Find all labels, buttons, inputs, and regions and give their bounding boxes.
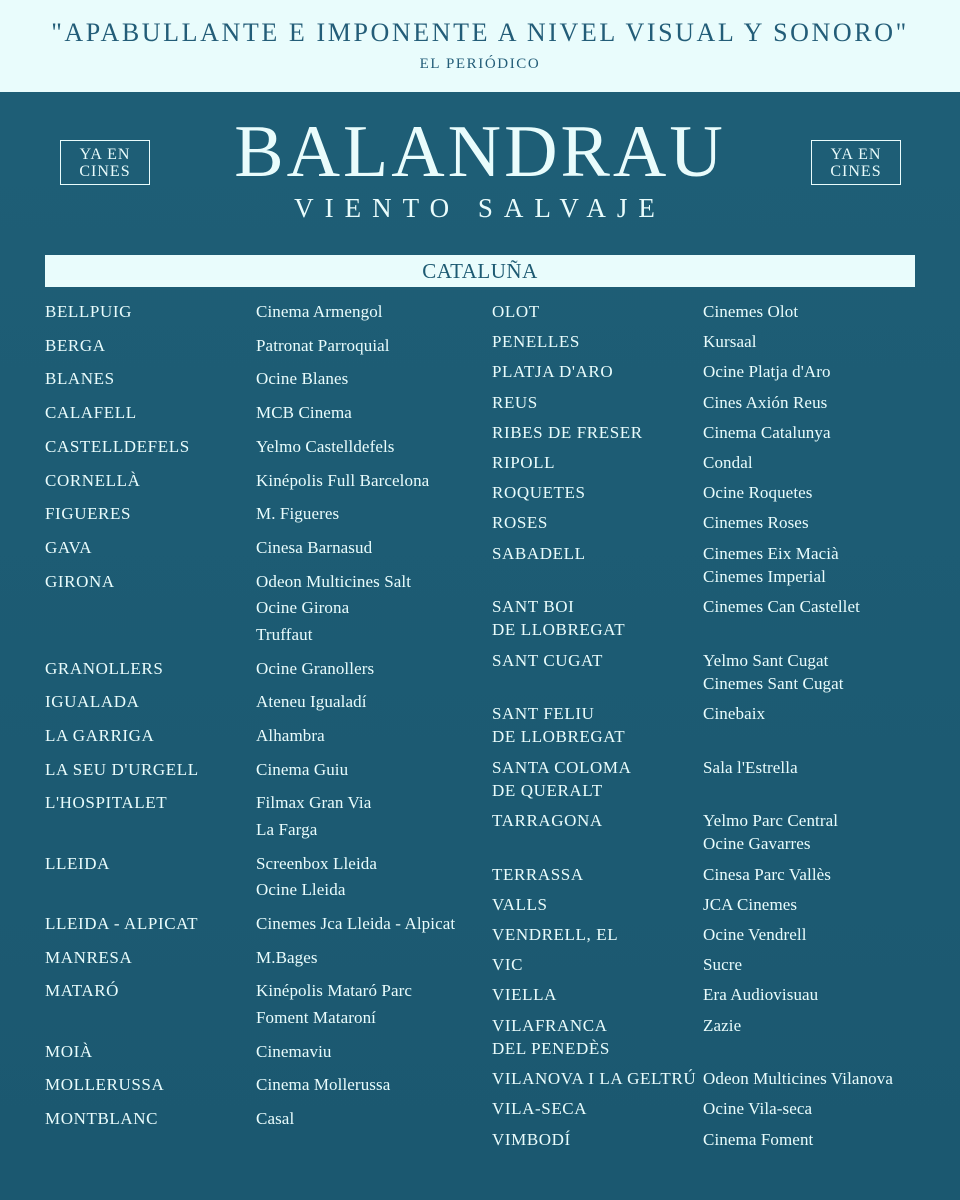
- city-line: SABADELL: [492, 543, 586, 563]
- badge-line2: CINES: [830, 163, 882, 180]
- cinema-name: Patronat Parroquial: [256, 335, 390, 355]
- city-line: PENELLES: [492, 332, 580, 352]
- city-name: [492, 595, 625, 641]
- cinema-name: Kursaal: [703, 332, 757, 352]
- city-name: [45, 536, 92, 559]
- cinema-name: Sala l'Estrella: [703, 757, 798, 777]
- city-line: ROSES: [492, 513, 548, 533]
- city-name: [45, 469, 140, 492]
- city-name: [492, 1097, 587, 1120]
- city-name: [492, 702, 625, 748]
- cinema-name: JCA Cinemes: [703, 894, 798, 914]
- cinema-name: Filmax Gran Via: [256, 793, 372, 813]
- cinema-name: Yelmo Castelldefels: [256, 436, 395, 456]
- city-line: TARRAGONA: [492, 811, 603, 831]
- cinema-name: Cinemes Roses: [703, 513, 809, 533]
- city-line: VIMBODÍ: [492, 1129, 571, 1149]
- city-name: [492, 863, 584, 886]
- film-title: BALANDRAU: [234, 111, 726, 193]
- cinema-name: Zazie: [703, 1015, 742, 1035]
- city-line: SANT FELIU: [492, 704, 595, 724]
- cinema-name: Ocine Girona: [256, 598, 350, 618]
- city-line: BERGA: [45, 335, 106, 355]
- cinema-name: Era Audiovisuau: [703, 985, 819, 1005]
- city-line: DEL PENEDÈS: [492, 1038, 610, 1058]
- cinema-name: M. Figueres: [256, 504, 340, 524]
- city-line: CORNELLÀ: [45, 470, 141, 490]
- cinema-name: MCB Cinema: [256, 403, 352, 423]
- city-line: VALLS: [492, 894, 548, 914]
- city-name: [492, 1067, 696, 1090]
- city-line: VILANOVA I LA GELTRÚ: [492, 1069, 697, 1089]
- city-name: [45, 979, 119, 1002]
- cinema-name: Cinema Foment: [703, 1129, 814, 1149]
- city-name: [492, 391, 538, 414]
- city-line: ROQUETES: [492, 483, 586, 503]
- city-name: [45, 852, 110, 875]
- press-quote-band: [0, 0, 960, 92]
- cinema-name: Cinema Catalunya: [703, 422, 831, 442]
- cinema-name: La Farga: [256, 820, 318, 839]
- city-name: [45, 401, 137, 424]
- city-line: MOLLERUSSA: [45, 1075, 165, 1095]
- city-line: DE LLOBREGAT: [492, 727, 626, 747]
- city-line: FIGUERES: [45, 504, 132, 524]
- cinema-name: Cinema Guiu: [256, 759, 349, 779]
- cinema-name: Ocine Lleida: [256, 880, 346, 900]
- city-name: [45, 791, 167, 814]
- city-line: LA GARRIGA: [45, 725, 155, 745]
- city-name: [45, 570, 115, 593]
- city-line: GRANOLLERS: [45, 658, 164, 678]
- city-name: [45, 657, 163, 680]
- city-line: LLEIDA: [45, 853, 110, 873]
- city-line: BELLPUIG: [45, 302, 132, 321]
- cinema-name: Condal: [703, 453, 753, 472]
- press-quote: "APABULLANTE E IMPONENTE A NIVEL VISUAL Y SONORO": [51, 18, 909, 47]
- city-name: [45, 1040, 93, 1063]
- cinema-name: Cinemes Eix Macià: [703, 543, 839, 563]
- city-name: [492, 511, 548, 534]
- city-line: MATARÓ: [45, 981, 120, 1001]
- city-line: TERRASSA: [492, 864, 584, 884]
- city-line: MANRESA: [45, 947, 133, 967]
- city-line: REUS: [492, 392, 538, 412]
- city-name: [492, 1014, 610, 1060]
- cinema-name: Ocine Platja d'Aro: [703, 362, 831, 382]
- quote-source: EL PERIÓDICO: [419, 56, 541, 72]
- city-name: [492, 923, 618, 946]
- cinema-name: Cinemaviu: [256, 1041, 332, 1061]
- cinema-name: Foment Mataroní: [256, 1008, 377, 1027]
- city-line: GAVA: [45, 537, 93, 557]
- cinema-name: Ocine Gavarres: [703, 834, 811, 854]
- city-name: [492, 330, 580, 353]
- cinema-name: Cinemes Olot: [703, 302, 799, 321]
- city-name: [492, 809, 603, 832]
- city-name: [492, 1128, 571, 1151]
- cinema-name: Kinépolis Mataró Parc: [256, 981, 413, 1001]
- city-name: [492, 421, 643, 444]
- city-name: [492, 893, 548, 916]
- cinema-name: Ocine Roquetes: [703, 483, 813, 503]
- cinema-name: Ateneu Igualadí: [256, 692, 367, 712]
- city-name: [492, 451, 555, 474]
- city-name: [492, 756, 632, 802]
- city-name: [492, 983, 557, 1006]
- cinema-name: Kinépolis Full Barcelona: [256, 470, 430, 490]
- cinema-name: M.Bages: [256, 947, 318, 967]
- cinema-name: Cinemes Can Castellet: [703, 597, 860, 617]
- city-name: [492, 360, 613, 383]
- city-name: [45, 912, 198, 935]
- cinema-name: Ocine Granollers: [256, 658, 375, 678]
- city-line: GIRONA: [45, 571, 115, 591]
- cinema-name: Casal: [256, 1109, 295, 1128]
- city-line: IGUALADA: [45, 692, 140, 712]
- badge-line1: YA EN: [830, 146, 882, 163]
- cinema-name: Yelmo Parc Central: [703, 811, 839, 831]
- city-line: VILA-SECA: [492, 1099, 588, 1119]
- cinema-name: Truffaut: [256, 625, 313, 644]
- city-name: [45, 502, 131, 525]
- city-line: VIC: [492, 955, 524, 975]
- cinema-name: Cinemes Jca Lleida - Alpicat: [256, 913, 456, 933]
- cinema-name: Cinemes Sant Cugat: [703, 673, 844, 693]
- city-line: MONTBLANC: [45, 1109, 159, 1128]
- city-line: SANT BOI: [492, 597, 575, 617]
- cinema-name: Cinema Armengol: [256, 302, 383, 321]
- city-line: L'HOSPITALET: [45, 793, 168, 813]
- city-line: RIBES DE FRESER: [492, 422, 643, 442]
- cinema-name: Yelmo Sant Cugat: [703, 650, 829, 670]
- cinema-name: Ocine Blanes: [256, 369, 349, 389]
- city-line: DE QUERALT: [492, 780, 603, 800]
- city-line: SANT CUGAT: [492, 650, 604, 670]
- city-name: [492, 649, 603, 672]
- city-name: [45, 1073, 164, 1096]
- cinema-name: Ocine Vila-seca: [703, 1099, 813, 1119]
- cinema-name: Odeon Multicines Salt: [256, 571, 412, 591]
- city-name: [492, 481, 586, 504]
- cinema-name: Cinebaix: [703, 704, 766, 724]
- city-name: [45, 435, 190, 458]
- badge-line2: CINES: [79, 163, 131, 180]
- film-subtitle: VIENTO SALVAJE: [294, 193, 666, 223]
- city-line: RIPOLL: [492, 453, 556, 472]
- city-name: [45, 367, 115, 390]
- city-line: SANTA COLOMA: [492, 757, 632, 777]
- city-name: [45, 758, 199, 781]
- city-line: LA SEU D'URGELL: [45, 759, 199, 779]
- city-line: VIELLA: [492, 985, 557, 1005]
- city-line: VENDRELL, EL: [492, 925, 619, 944]
- city-name: [45, 1107, 158, 1130]
- cinema-name: Cines Axión Reus: [703, 392, 828, 412]
- city-line: PLATJA D'ARO: [492, 362, 614, 382]
- city-name: [45, 690, 140, 713]
- city-name: [492, 300, 540, 323]
- cinema-name: Cinesa Parc Vallès: [703, 864, 832, 884]
- city-name: [492, 953, 523, 976]
- city-line: MOIÀ: [45, 1041, 93, 1061]
- city-line: BLANES: [45, 369, 115, 389]
- city-name: [492, 542, 586, 565]
- badge-line1: YA EN: [79, 146, 131, 163]
- city-line: CALAFELL: [45, 403, 137, 423]
- cinema-name: Ocine Vendrell: [703, 925, 807, 944]
- city-line: DE LLOBREGAT: [492, 620, 626, 640]
- city-name: [45, 724, 154, 747]
- cinema-name: Cinesa Barnasud: [256, 537, 373, 557]
- cinema-name: Sucre: [703, 955, 743, 975]
- region-header: CATALUÑA: [45, 255, 915, 287]
- city-line: CASTELLDEFELS: [45, 436, 190, 456]
- city-line: VILAFRANCA: [492, 1015, 608, 1035]
- city-line: OLOT: [492, 302, 540, 321]
- city-name: [45, 334, 106, 357]
- city-name: [45, 946, 132, 969]
- city-line: LLEIDA - ALPICAT: [45, 913, 199, 933]
- cinema-name: Odeon Multicines Vilanova: [703, 1069, 894, 1089]
- cinema-name: Screenbox Lleida: [256, 853, 378, 873]
- cinema-name: Cinemes Imperial: [703, 566, 826, 586]
- city-name: [45, 300, 132, 323]
- cinema-name: Cinema Mollerussa: [256, 1075, 391, 1095]
- cinema-name: Alhambra: [256, 725, 325, 745]
